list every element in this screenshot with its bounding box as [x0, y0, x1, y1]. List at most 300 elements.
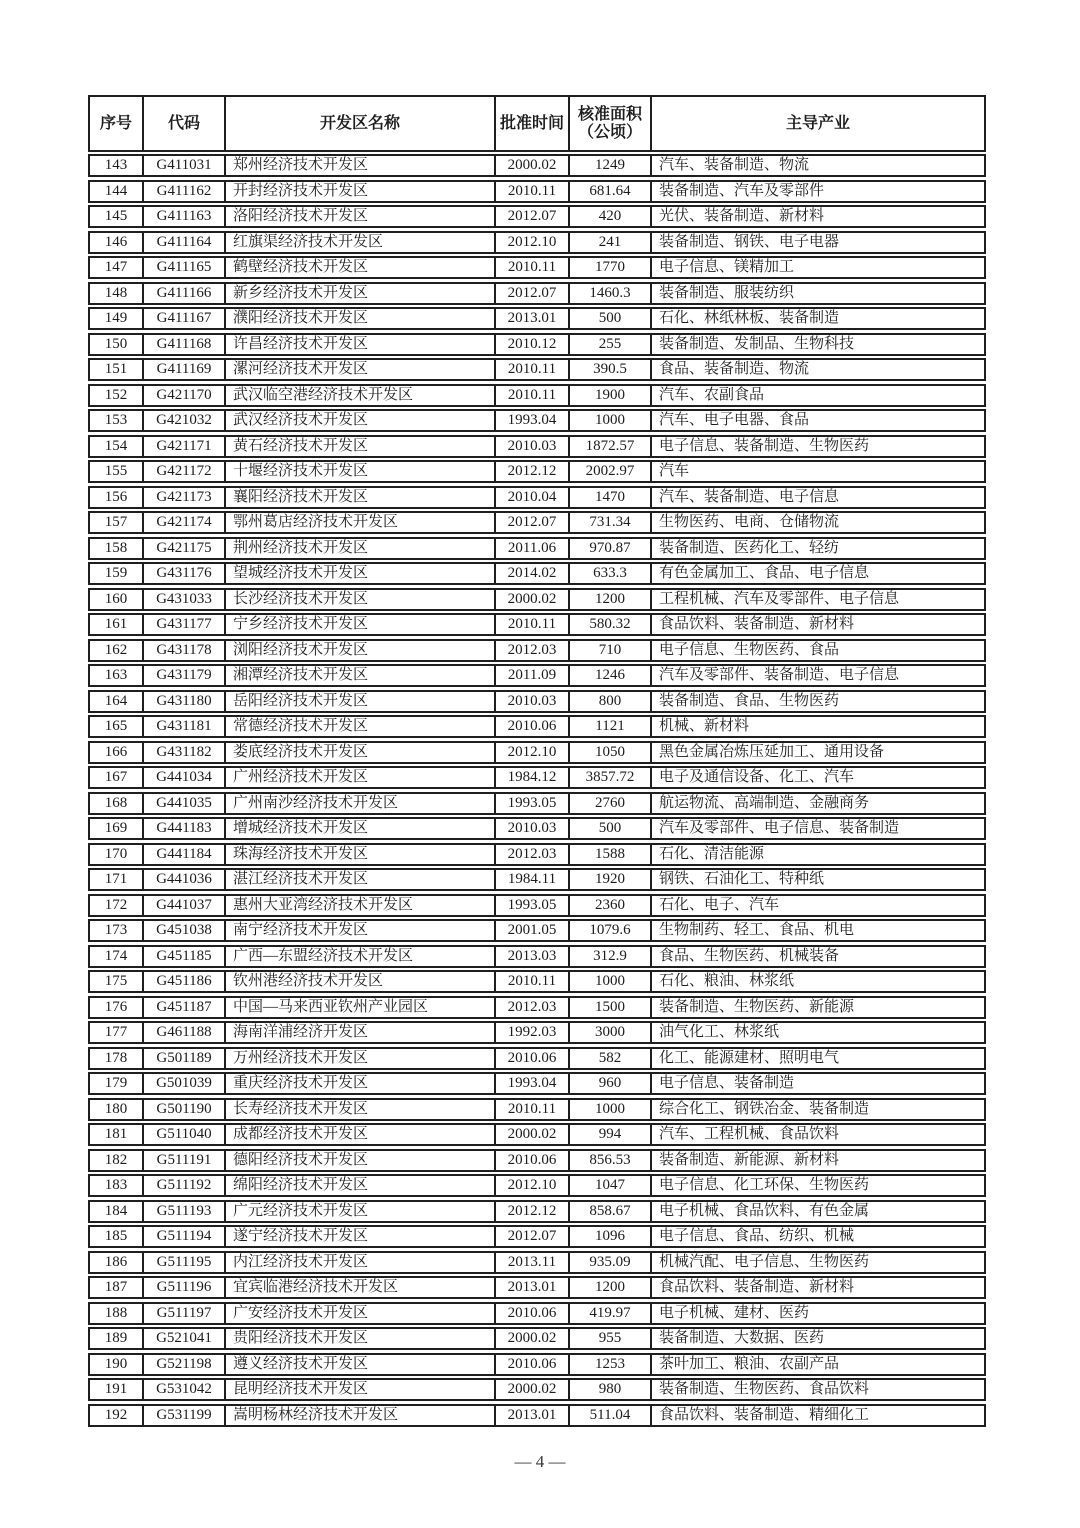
table-row	[88, 154, 986, 177]
cell-serial: 171	[90, 870, 144, 889]
cell-code: G451038	[144, 921, 226, 940]
cell-industries: 汽车、农副食品	[659, 386, 765, 403]
cell-approval-date: 2000.02	[496, 1125, 570, 1144]
column-header-serial: 序号	[90, 97, 144, 150]
cell-serial: 149	[90, 309, 144, 328]
cell-industries: 石化、清洁能源	[659, 845, 765, 862]
cell-zone-name: 常德经济技术开发区	[226, 717, 496, 736]
cell-industries: 电子机械、食品饮料、有色金属	[659, 1202, 870, 1219]
cell-area: 1000	[570, 1100, 652, 1119]
cell-area: 1200	[570, 1278, 652, 1297]
cell-code: G441183	[144, 819, 226, 838]
cell-serial: 163	[90, 666, 144, 685]
cell-area: 2760	[570, 794, 652, 813]
cell-serial: 174	[90, 947, 144, 966]
cell-area: 1246	[570, 666, 652, 685]
table-row	[88, 1149, 986, 1172]
cell-code: G411164	[144, 233, 226, 252]
cell-zone-name: 遂宁经济技术开发区	[226, 1227, 496, 1246]
cell-serial: 192	[90, 1406, 144, 1425]
cell-approval-date: 2010.03	[496, 437, 570, 456]
table-row	[88, 1072, 986, 1095]
cell-area: 1460.3	[570, 284, 652, 303]
cell-code: G431176	[144, 564, 226, 583]
cell-code: G501190	[144, 1100, 226, 1119]
cell-serial: 175	[90, 972, 144, 991]
cell-zone-name: 长沙经济技术开发区	[226, 590, 496, 609]
table-row	[88, 766, 986, 789]
table-row	[88, 460, 986, 483]
table-row	[88, 1098, 986, 1121]
cell-code: G441034	[144, 768, 226, 787]
cell-area: 1121	[570, 717, 652, 736]
cell-industries: 装备制造、发制品、生物科技	[659, 335, 855, 352]
cell-approval-date: 2013.01	[496, 309, 570, 328]
cell-area: 511.04	[570, 1406, 652, 1425]
cell-zone-name: 广安经济技术开发区	[226, 1304, 496, 1323]
cell-code: G421170	[144, 386, 226, 405]
cell-industries: 化工、能源建材、照明电气	[659, 1049, 840, 1066]
cell-approval-date: 2012.12	[496, 1202, 570, 1221]
cell-approval-date: 2010.11	[496, 360, 570, 379]
cell-industries: 航运物流、高端制造、金融商务	[659, 794, 870, 811]
cell-area: 1920	[570, 870, 652, 889]
cell-area: 710	[570, 641, 652, 660]
cell-area: 858.67	[570, 1202, 652, 1221]
cell-code: G511197	[144, 1304, 226, 1323]
cell-serial: 146	[90, 233, 144, 252]
cell-approval-date: 1993.04	[496, 1074, 570, 1093]
table-row	[88, 945, 986, 968]
table-row	[88, 1225, 986, 1248]
cell-serial: 167	[90, 768, 144, 787]
cell-serial: 155	[90, 462, 144, 481]
cell-approval-date: 1992.03	[496, 1023, 570, 1042]
cell-zone-name: 增城经济技术开发区	[226, 819, 496, 838]
cell-code: G421174	[144, 513, 226, 532]
cell-zone-name: 浏阳经济技术开发区	[226, 641, 496, 660]
table-row	[88, 1021, 986, 1044]
cell-area: 1050	[570, 743, 652, 762]
cell-area: 312.9	[570, 947, 652, 966]
cell-area: 3857.72	[570, 768, 652, 787]
cell-approval-date: 2014.02	[496, 564, 570, 583]
cell-industries: 石化、电子、汽车	[659, 896, 780, 913]
table-row	[88, 180, 986, 203]
cell-industries: 装备制造、服装纺织	[659, 284, 795, 301]
cell-area: 1096	[570, 1227, 652, 1246]
cell-zone-name: 遵义经济技术开发区	[226, 1355, 496, 1374]
cell-code: G411168	[144, 335, 226, 354]
cell-approval-date: 2012.03	[496, 641, 570, 660]
cell-area: 1047	[570, 1176, 652, 1195]
page-number: — 4 —	[514, 1452, 566, 1471]
cell-industries: 工程机械、汽车及零部件、电子信息	[659, 590, 900, 607]
cell-zone-name: 广州经济技术开发区	[226, 768, 496, 787]
cell-industries: 装备制造、生物医药、新能源	[659, 998, 855, 1015]
cell-area: 582	[570, 1049, 652, 1068]
cell-serial: 189	[90, 1329, 144, 1348]
cell-approval-date: 1993.04	[496, 411, 570, 430]
cell-industries: 汽车	[659, 463, 690, 480]
cell-area: 255	[570, 335, 652, 354]
cell-industries: 食品饮料、装备制造、新材料	[659, 616, 855, 633]
cell-zone-name: 望城经济技术开发区	[226, 564, 496, 583]
table-row	[88, 282, 986, 305]
cell-area: 800	[570, 692, 652, 711]
table-row	[88, 894, 986, 917]
cell-code: G441037	[144, 896, 226, 915]
cell-area: 633.3	[570, 564, 652, 583]
cell-industries: 黑色金属冶炼压延加工、通用设备	[659, 743, 885, 760]
cell-industries: 电子机械、建材、医药	[659, 1304, 810, 1321]
cell-zone-name: 红旗渠经济技术开发区	[226, 233, 496, 252]
cell-zone-name: 德阳经济技术开发区	[226, 1151, 496, 1170]
cell-approval-date: 2012.07	[496, 513, 570, 532]
cell-serial: 151	[90, 360, 144, 379]
cell-zone-name: 万州经济技术开发区	[226, 1049, 496, 1068]
column-header-area-line2: （公顷）	[577, 123, 642, 141]
cell-industries: 汽车、电子电器、食品	[659, 412, 810, 429]
cell-area: 1770	[570, 258, 652, 277]
cell-serial: 148	[90, 284, 144, 303]
cell-serial: 145	[90, 207, 144, 226]
development-zones-table	[88, 95, 986, 1429]
cell-zone-name: 珠海经济技术开发区	[226, 845, 496, 864]
cell-industries: 生物医药、电商、仓储物流	[659, 514, 840, 531]
cell-code: G511195	[144, 1253, 226, 1272]
cell-code: G411169	[144, 360, 226, 379]
cell-zone-name: 中国—马来西亚钦州产业园区	[226, 998, 496, 1017]
cell-area: 856.53	[570, 1151, 652, 1170]
cell-industries: 石化、林纸林板、装备制造	[659, 310, 840, 327]
cell-industries: 装备制造、生物医药、食品饮料	[659, 1381, 870, 1398]
cell-approval-date: 2010.11	[496, 182, 570, 201]
cell-approval-date: 2010.11	[496, 386, 570, 405]
cell-code: G431180	[144, 692, 226, 711]
cell-code: G451187	[144, 998, 226, 1017]
cell-code: G501189	[144, 1049, 226, 1068]
cell-approval-date: 2010.11	[496, 972, 570, 991]
cell-zone-name: 武汉经济技术开发区	[226, 411, 496, 430]
table-row	[88, 256, 986, 279]
cell-serial: 162	[90, 641, 144, 660]
cell-serial: 179	[90, 1074, 144, 1093]
table-row	[88, 409, 986, 432]
cell-serial: 170	[90, 845, 144, 864]
cell-industries: 装备制造、新能源、新材料	[659, 1151, 840, 1168]
cell-industries: 食品饮料、装备制造、精细化工	[659, 1406, 870, 1423]
cell-zone-name: 湘潭经济技术开发区	[226, 666, 496, 685]
cell-code: G431181	[144, 717, 226, 736]
cell-zone-name: 广西—东盟经济技术开发区	[226, 947, 496, 966]
cell-approval-date: 2010.12	[496, 335, 570, 354]
cell-approval-date: 1984.12	[496, 768, 570, 787]
cell-zone-name: 鄂州葛店经济技术开发区	[226, 513, 496, 532]
table-row	[88, 996, 986, 1019]
cell-industries: 装备制造、医药化工、轻纺	[659, 539, 840, 556]
cell-serial: 159	[90, 564, 144, 583]
cell-approval-date: 2012.10	[496, 1176, 570, 1195]
cell-code: G431179	[144, 666, 226, 685]
cell-serial: 168	[90, 794, 144, 813]
table-body	[88, 154, 986, 1427]
cell-industries: 钢铁、石油化工、特种纸	[659, 871, 825, 888]
cell-approval-date: 1984.11	[496, 870, 570, 889]
cell-approval-date: 2000.02	[496, 1329, 570, 1348]
cell-code: G431182	[144, 743, 226, 762]
cell-zone-name: 宜宾临港经济技术开发区	[226, 1278, 496, 1297]
cell-area: 500	[570, 819, 652, 838]
table-row	[88, 435, 986, 458]
cell-code: G441184	[144, 845, 226, 864]
column-header-area	[570, 97, 652, 150]
cell-zone-name: 开封经济技术开发区	[226, 182, 496, 201]
cell-serial: 188	[90, 1304, 144, 1323]
cell-area: 1500	[570, 998, 652, 1017]
cell-serial: 150	[90, 335, 144, 354]
cell-serial: 169	[90, 819, 144, 838]
table-row	[88, 537, 986, 560]
cell-zone-name: 长寿经济技术开发区	[226, 1100, 496, 1119]
cell-zone-name: 黄石经济技术开发区	[226, 437, 496, 456]
cell-serial: 190	[90, 1355, 144, 1374]
cell-code: G411166	[144, 284, 226, 303]
cell-area: 1900	[570, 386, 652, 405]
cell-zone-name: 绵阳经济技术开发区	[226, 1176, 496, 1195]
cell-area: 1000	[570, 972, 652, 991]
cell-serial: 178	[90, 1049, 144, 1068]
cell-industries: 汽车、工程机械、食品饮料	[659, 1126, 840, 1143]
cell-zone-name: 内江经济技术开发区	[226, 1253, 496, 1272]
cell-industries: 茶叶加工、粮油、农副产品	[659, 1355, 840, 1372]
cell-industries: 电子信息、装备制造	[659, 1075, 795, 1092]
cell-code: G521041	[144, 1329, 226, 1348]
cell-approval-date: 2000.02	[496, 156, 570, 175]
table-row	[88, 511, 986, 534]
cell-zone-name: 惠州大亚湾经济技术开发区	[226, 896, 496, 915]
cell-approval-date: 2000.02	[496, 1380, 570, 1399]
cell-code: G431033	[144, 590, 226, 609]
cell-approval-date: 2012.10	[496, 233, 570, 252]
cell-zone-name: 洛阳经济技术开发区	[226, 207, 496, 226]
table-row	[88, 486, 986, 509]
cell-approval-date: 2010.06	[496, 1355, 570, 1374]
table-row	[88, 588, 986, 611]
cell-zone-name: 荆州经济技术开发区	[226, 539, 496, 558]
cell-area: 960	[570, 1074, 652, 1093]
cell-code: G411163	[144, 207, 226, 226]
cell-approval-date: 2010.04	[496, 488, 570, 507]
table-row	[88, 307, 986, 330]
cell-zone-name: 武汉临空港经济技术开发区	[226, 386, 496, 405]
cell-approval-date: 2011.06	[496, 539, 570, 558]
cell-area: 420	[570, 207, 652, 226]
cell-serial: 182	[90, 1151, 144, 1170]
table-row	[88, 690, 986, 713]
cell-approval-date: 2011.09	[496, 666, 570, 685]
cell-zone-name: 襄阳经济技术开发区	[226, 488, 496, 507]
cell-industries: 机械、新材料	[659, 718, 750, 735]
table-row	[88, 715, 986, 738]
cell-serial: 180	[90, 1100, 144, 1119]
cell-industries: 汽车及零部件、装备制造、电子信息	[659, 667, 900, 684]
cell-serial: 143	[90, 156, 144, 175]
cell-serial: 181	[90, 1125, 144, 1144]
cell-approval-date: 2012.07	[496, 284, 570, 303]
cell-approval-date: 2013.01	[496, 1278, 570, 1297]
cell-approval-date: 2012.03	[496, 998, 570, 1017]
cell-code: G511196	[144, 1278, 226, 1297]
cell-area: 1000	[570, 411, 652, 430]
table-row	[88, 639, 986, 662]
cell-code: G411031	[144, 156, 226, 175]
cell-code: G451186	[144, 972, 226, 991]
cell-industries: 食品饮料、装备制造、新材料	[659, 1279, 855, 1296]
table-row	[88, 231, 986, 254]
table-row	[88, 1251, 986, 1274]
table-row	[88, 1123, 986, 1146]
cell-zone-name: 广元经济技术开发区	[226, 1202, 496, 1221]
cell-approval-date: 2010.11	[496, 1100, 570, 1119]
cell-approval-date: 2010.06	[496, 1049, 570, 1068]
cell-zone-name: 濮阳经济技术开发区	[226, 309, 496, 328]
cell-area: 580.32	[570, 615, 652, 634]
cell-code: G421173	[144, 488, 226, 507]
cell-code: G531042	[144, 1380, 226, 1399]
cell-code: G411167	[144, 309, 226, 328]
cell-approval-date: 2013.03	[496, 947, 570, 966]
cell-serial: 187	[90, 1278, 144, 1297]
table-row	[88, 664, 986, 687]
cell-serial: 185	[90, 1227, 144, 1246]
cell-code: G511192	[144, 1176, 226, 1195]
cell-industries: 石化、粮油、林浆纸	[659, 973, 795, 990]
column-header-code: 代码	[144, 97, 226, 150]
cell-code: G511194	[144, 1227, 226, 1246]
cell-area: 1200	[570, 590, 652, 609]
cell-area: 970.87	[570, 539, 652, 558]
cell-approval-date: 1993.05	[496, 794, 570, 813]
cell-approval-date: 2000.02	[496, 590, 570, 609]
cell-industries: 装备制造、食品、生物医药	[659, 692, 840, 709]
table-row	[88, 868, 986, 891]
cell-area: 1249	[570, 156, 652, 175]
cell-area: 1872.57	[570, 437, 652, 456]
cell-approval-date: 2010.06	[496, 1151, 570, 1170]
cell-zone-name: 昆明经济技术开发区	[226, 1380, 496, 1399]
table-header-row	[88, 95, 986, 152]
cell-zone-name: 郑州经济技术开发区	[226, 156, 496, 175]
cell-zone-name: 贵阳经济技术开发区	[226, 1329, 496, 1348]
table-row	[88, 843, 986, 866]
table-row	[88, 1047, 986, 1070]
cell-approval-date: 2010.03	[496, 819, 570, 838]
cell-area: 3000	[570, 1023, 652, 1042]
column-header-zone-name: 开发区名称	[226, 97, 496, 150]
cell-industries: 电子信息、生物医药、食品	[659, 641, 840, 658]
cell-approval-date: 2012.03	[496, 845, 570, 864]
cell-serial: 158	[90, 539, 144, 558]
cell-area: 1470	[570, 488, 652, 507]
cell-industries: 装备制造、汽车及零部件	[659, 182, 825, 199]
column-header-industries: 主导产业	[785, 114, 850, 132]
cell-serial: 176	[90, 998, 144, 1017]
cell-area: 500	[570, 309, 652, 328]
cell-zone-name: 成都经济技术开发区	[226, 1125, 496, 1144]
table-row	[88, 562, 986, 585]
cell-serial: 191	[90, 1380, 144, 1399]
column-header-approval-date: 批准时间	[496, 97, 570, 150]
cell-serial: 186	[90, 1253, 144, 1272]
cell-serial: 184	[90, 1202, 144, 1221]
cell-approval-date: 2012.10	[496, 743, 570, 762]
cell-serial: 172	[90, 896, 144, 915]
cell-industries: 汽车及零部件、电子信息、装备制造	[659, 820, 900, 837]
cell-approval-date: 2013.11	[496, 1253, 570, 1272]
cell-serial: 157	[90, 513, 144, 532]
cell-code: G531199	[144, 1406, 226, 1425]
cell-serial: 160	[90, 590, 144, 609]
cell-approval-date: 2012.07	[496, 207, 570, 226]
cell-serial: 166	[90, 743, 144, 762]
table-row	[88, 817, 986, 840]
cell-zone-name: 许昌经济技术开发区	[226, 335, 496, 354]
cell-code: G431178	[144, 641, 226, 660]
cell-industries: 光伏、装备制造、新材料	[659, 208, 825, 225]
cell-code: G421175	[144, 539, 226, 558]
cell-area: 1588	[570, 845, 652, 864]
cell-zone-name: 钦州港经济技术开发区	[226, 972, 496, 991]
cell-approval-date: 2010.03	[496, 692, 570, 711]
cell-area: 2360	[570, 896, 652, 915]
cell-industries: 电子信息、装备制造、生物医药	[659, 437, 870, 454]
cell-serial: 165	[90, 717, 144, 736]
cell-area: 1253	[570, 1355, 652, 1374]
table-row	[88, 205, 986, 228]
table-row	[88, 1302, 986, 1325]
cell-industries: 生物制药、轻工、食品、机电	[659, 922, 855, 939]
cell-industries: 机械汽配、电子信息、生物医药	[659, 1253, 870, 1270]
cell-code: G411165	[144, 258, 226, 277]
table-row	[88, 1200, 986, 1223]
cell-area: 980	[570, 1380, 652, 1399]
cell-industries: 电子信息、化工环保、生物医药	[659, 1177, 870, 1194]
table-row	[88, 919, 986, 942]
table-row	[88, 741, 986, 764]
cell-industries: 装备制造、钢铁、电子电器	[659, 233, 840, 250]
cell-approval-date: 2001.05	[496, 921, 570, 940]
cell-industries: 食品、生物医药、机械装备	[659, 947, 840, 964]
cell-zone-name: 宁乡经济技术开发区	[226, 615, 496, 634]
cell-approval-date: 1993.05	[496, 896, 570, 915]
cell-approval-date: 2010.06	[496, 1304, 570, 1323]
cell-area: 241	[570, 233, 652, 252]
cell-serial: 164	[90, 692, 144, 711]
cell-serial: 147	[90, 258, 144, 277]
cell-industries: 有色金属加工、食品、电子信息	[659, 565, 870, 582]
column-header-area-line1: 核准面积	[577, 105, 642, 123]
table-row	[88, 1327, 986, 1350]
cell-code: G441036	[144, 870, 226, 889]
cell-zone-name: 重庆经济技术开发区	[226, 1074, 496, 1093]
cell-serial: 144	[90, 182, 144, 201]
cell-serial: 177	[90, 1023, 144, 1042]
table-row	[88, 792, 986, 815]
cell-industries: 电子信息、镁精加工	[659, 259, 795, 276]
cell-approval-date: 2012.12	[496, 462, 570, 481]
cell-code: G511191	[144, 1151, 226, 1170]
